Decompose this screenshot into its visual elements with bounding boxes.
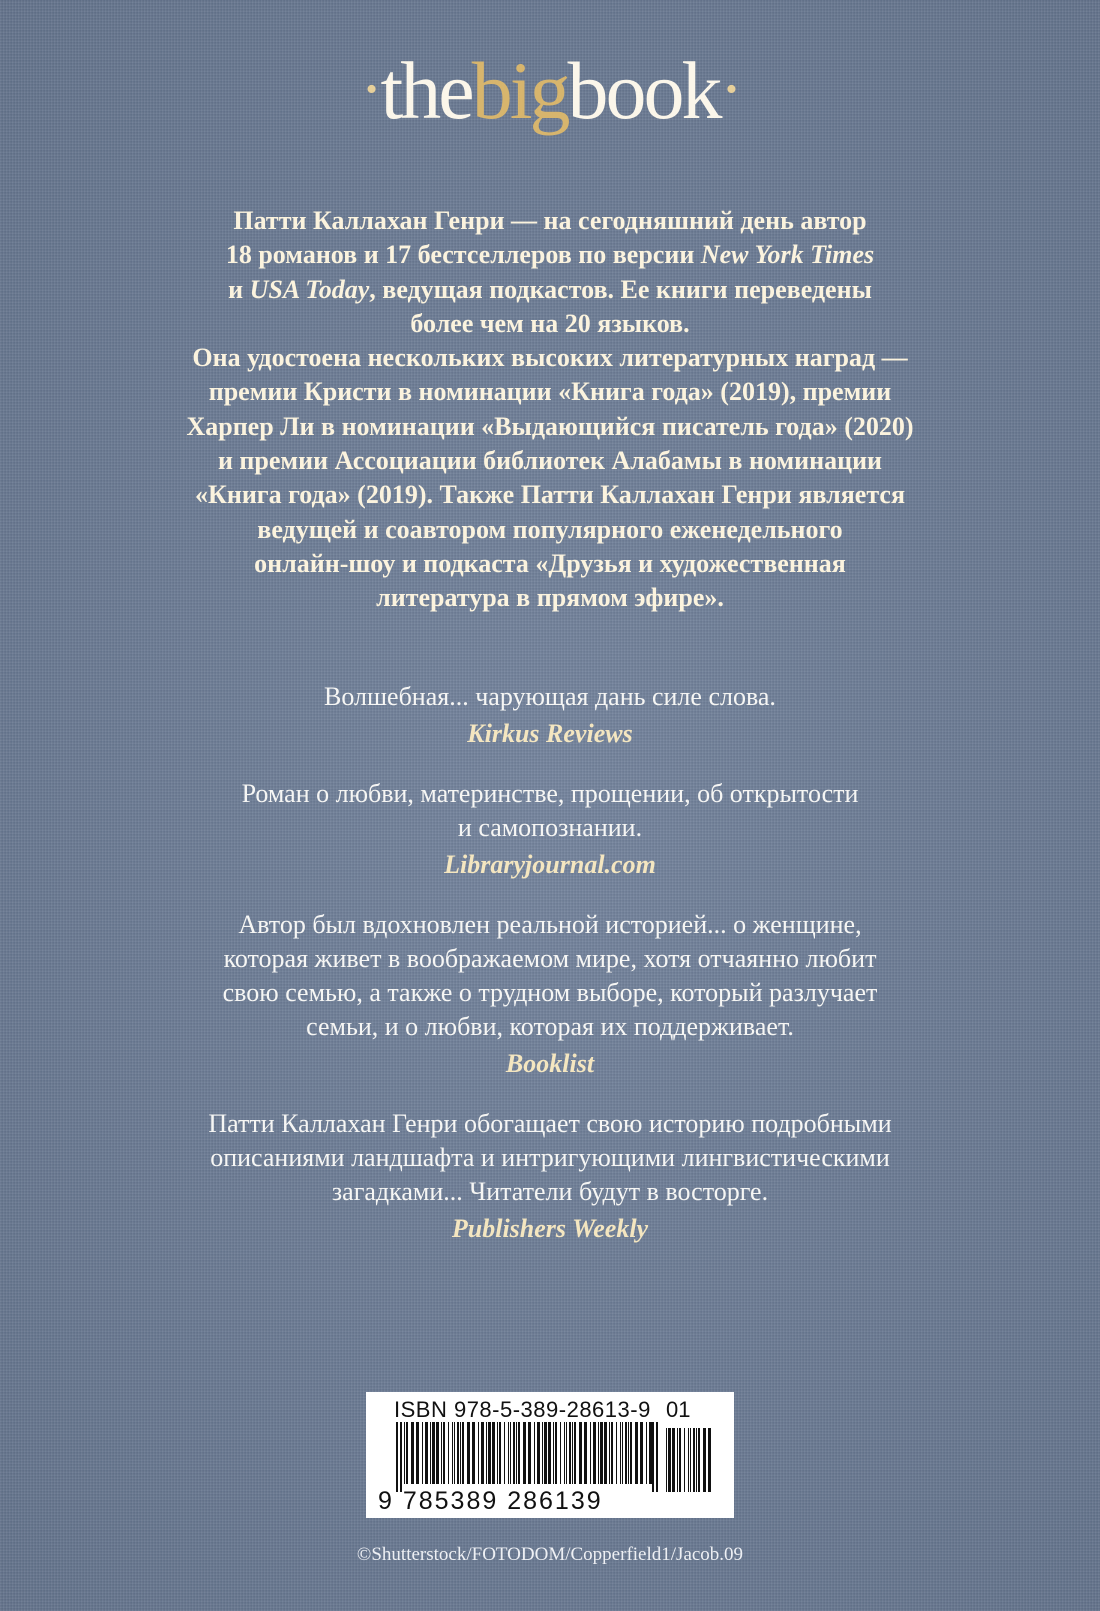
guard-bar [396,1422,398,1492]
review-quotes [110,680,990,1272]
barcode-bar [460,1422,461,1484]
barcode-bar [454,1422,455,1484]
barcode-bar [584,1422,587,1484]
bio-line: и премии Ассоциации библиотек Алабамы в номинации [217,446,883,476]
barcode-bar [508,1422,509,1484]
bio-line: более чем на 20 языков. [410,308,690,338]
barcode-bar [590,1422,591,1484]
bio-line: литература в прямом эфире». [376,583,724,613]
author-bio [110,204,990,616]
barcode-bar [640,1422,643,1484]
logo-dot-right: • [725,71,735,108]
barcode-bar [478,1422,479,1484]
bio-text: , ведущая подкастов. Ее книги переведены [369,274,872,304]
bio-emphasis: New York Times [700,240,875,270]
barcode-bar [422,1422,423,1484]
guard-bar [652,1422,654,1492]
review-line: описаниями ландшафта и интригующими лингвистическими [210,1143,890,1172]
bio-line: онлайн-шоу и подкаста «Друзья и художественная [254,548,846,578]
barcode-bar [481,1422,484,1484]
bio-line: «Книга года» (2019). Также Патти Каллахан Генри является [194,480,906,510]
barcode-bar [555,1422,557,1484]
barcode-bar [425,1422,428,1484]
review-line: и самопознании. [457,813,643,842]
barcode-bar [635,1422,638,1484]
addon-bar [708,1428,711,1492]
barcode-bar [646,1422,647,1484]
bio-text: и [228,274,250,304]
review-booklist [110,908,990,1081]
barcode-bar [404,1422,405,1484]
barcode-bar [572,1422,573,1484]
addon-code: 01 [666,1397,691,1422]
bio-line: ведущей и соавтором популярного еженедельного [257,514,843,544]
review-publishers-weekly [110,1107,990,1246]
bio-line: Харпер Ли в номинации «Выдающийся писатель года» (2020) [186,411,914,441]
barcode-bar [528,1422,531,1484]
barcode-bar [486,1422,487,1484]
barcode-bar [499,1422,501,1484]
review-line: свою семью, а также о трудном выборе, который разлучает [222,978,878,1007]
barcode-bar [620,1422,621,1484]
addon-bar [688,1428,689,1492]
review-line: загадками... Читатели будут в восторге. [331,1177,769,1206]
image-credit: ©Shutterstock/FOTODOM/Copperfield1/Jacob.09 [356,1544,744,1565]
addon-bar [684,1428,685,1492]
barcode-bar [497,1422,498,1484]
barcode-bar [513,1422,515,1484]
barcode-bar [448,1422,449,1484]
barcode-bar [566,1422,567,1484]
bio-text: 18 романов и 17 бестселлеров по версии [225,240,701,270]
barcode-bar [622,1422,623,1484]
logo-dot-left: • [365,71,375,108]
barcode-bar [516,1422,517,1484]
review-line: Роман о любви, материнстве, прощении, об открытости [241,779,859,808]
addon-bar [668,1428,671,1492]
barcode-bar [574,1422,576,1484]
barcode-bar [544,1422,547,1484]
logo-book: book [567,45,720,136]
barcode-bar [518,1422,520,1484]
barcode-bar [628,1422,629,1484]
addon-bar [690,1428,691,1492]
barcode-bar [472,1422,475,1484]
barcode-bar [457,1422,459,1484]
barcode-bar [548,1422,551,1484]
review-source: Libraryjournal.com [444,850,656,879]
barcode-bar [488,1422,491,1484]
barcode-bar [600,1422,603,1484]
barcode-bar [611,1422,613,1484]
addon-bar [703,1428,706,1492]
barcode-bar [542,1422,543,1484]
review-source: Booklist [505,1049,595,1078]
review-libraryjournal [110,777,990,882]
barcode-bar [593,1422,596,1484]
barcode-bar [443,1422,445,1484]
addon-bar [679,1428,681,1492]
barcode-bar [604,1422,607,1484]
barcode-bar [510,1422,511,1484]
barcode-bar [504,1422,505,1484]
barcode-bar [523,1422,526,1484]
isbn-barcode [366,1392,734,1518]
addon-bar [666,1428,667,1492]
barcode-bar [564,1422,565,1484]
barcode-bar [432,1422,435,1484]
review-source: Kirkus Reviews [467,719,633,748]
barcode-bar [609,1422,610,1484]
isbn-text: ISBN 978-5-389-28613-9 [394,1397,651,1422]
barcode-bar [537,1422,540,1484]
barcode-bar [452,1422,453,1484]
review-line: семьи, и о любви, которая их поддерживает. [306,1012,794,1041]
guard-bar [656,1422,658,1492]
barcode-bar [462,1422,464,1484]
logo-big: big [471,45,568,136]
addon-bar [696,1428,697,1492]
barcode-bar [406,1422,408,1484]
addon-bar [698,1428,700,1492]
barcode-bar [467,1422,470,1484]
ean-digits: 9 785389 286139 [378,1487,603,1515]
bio-emphasis: USA Today [249,274,370,304]
barcode-bar [560,1422,561,1484]
barcode-bar [616,1422,617,1484]
bio-line [110,273,990,307]
barcode-bar [569,1422,571,1484]
logo-the: the [380,45,472,136]
review-source: Publishers Weekly [451,1214,649,1243]
bio-line: Она удостоена нескольких высоких литературных наград — [192,343,908,373]
barcode-bar [553,1422,554,1484]
addon-bar [677,1428,678,1492]
barcode-bar [411,1422,414,1484]
barcode-bar [649,1422,652,1484]
review-line: которая живет в воображаемом мире, хотя отчаянно любит [223,944,877,973]
bio-line: премии Кристи в номинации «Книга года» (2019), премии [208,377,892,407]
barcode-bar [534,1422,535,1484]
barcode-bar [598,1422,599,1484]
review-line: Волшебная... чарующая дань силе слова. [324,682,776,711]
bio-paragraph [110,204,990,616]
barcode-bar [630,1422,632,1484]
barcode-bar [579,1422,582,1484]
barcode-bar [430,1422,431,1484]
barcode-bar [436,1422,439,1484]
bio-line: Патти Каллахан Генри — на сегодняшний день автор [233,206,867,235]
barcode-bar [492,1422,495,1484]
publisher-logo [0,45,1100,136]
review-kirkus [110,680,990,751]
review-line: Автор был вдохновлен реальной историей... о женщине, [238,910,862,939]
addon-bar [672,1428,675,1492]
review-line: Патти Каллахан Генри обогащает свою историю подробными [208,1109,892,1138]
barcode-bar [625,1422,627,1484]
barcode-bar [441,1422,442,1484]
barcode-bar [416,1422,419,1484]
guard-bar [400,1422,402,1492]
bio-line [110,238,990,272]
addon-bar [693,1428,695,1492]
